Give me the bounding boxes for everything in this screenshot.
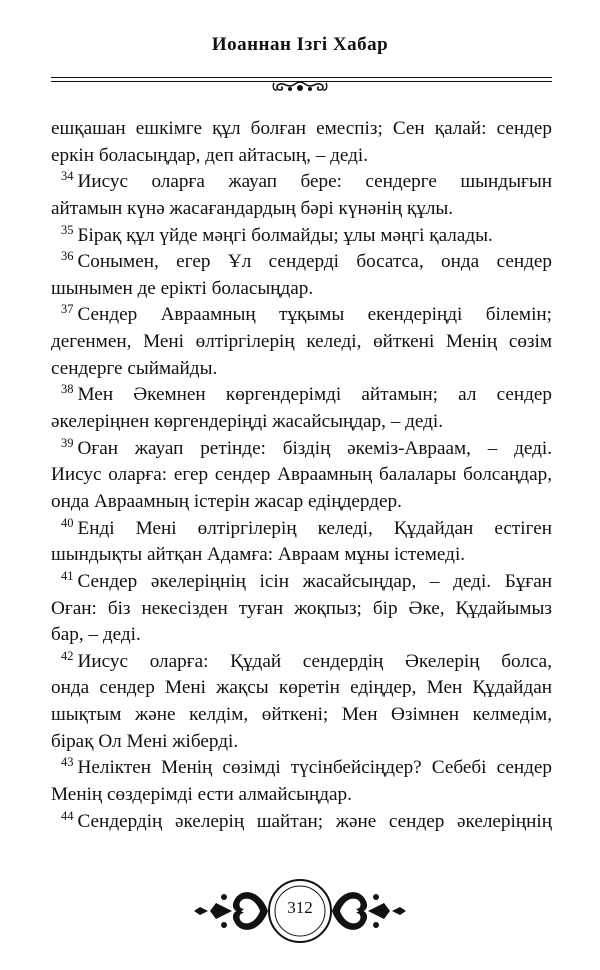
verse-paragraph <box>51 755 552 808</box>
line-text: шықтым және келдім, өйткені; Мен Өзімнен келмедім, <box>51 704 552 726</box>
verse-number: 39 <box>61 435 74 450</box>
text-line <box>51 436 552 463</box>
text-line <box>51 782 552 809</box>
text-line <box>51 542 552 569</box>
line-text: онда сендер Мені жақсы көретін едіңдер, Мен Құдайдан <box>51 677 552 699</box>
line-text: бірақ Ол Мені жіберді. <box>51 730 239 752</box>
text-line <box>51 702 552 729</box>
text-line <box>51 675 552 702</box>
verse-paragraph <box>51 809 552 836</box>
text-line <box>51 196 552 223</box>
line-text: бар, – деді. <box>51 624 141 646</box>
verse-paragraph <box>51 569 552 649</box>
verse-number: 41 <box>61 568 74 583</box>
verse-number: 36 <box>61 249 74 264</box>
verse-paragraph <box>51 382 552 435</box>
continued-paragraph <box>51 116 552 169</box>
verse-paragraph <box>51 302 552 382</box>
line-text: Бірақ құл үйде мәңгі болмайды; ұлы мәңгі қалады. <box>77 224 493 246</box>
verse-paragraph <box>51 516 552 569</box>
verse-paragraph <box>51 649 552 756</box>
text-line <box>51 143 552 170</box>
page-number: 312 <box>287 898 313 917</box>
verse-paragraph <box>51 436 552 516</box>
verse-number: 35 <box>61 222 74 237</box>
line-text: шындықты айтқан Адамға: Авраам мұны істемеді. <box>51 544 466 566</box>
line-text: Иисус оларға: Құдай сендердің Әкелерің болса, <box>77 650 552 672</box>
line-text: Сендердің әкелерің шайтан; және сендер әкелеріңнің <box>77 810 552 832</box>
line-text: онда Авраамның істерін жасар едіңдердер. <box>51 490 402 512</box>
text-line <box>51 755 552 782</box>
line-text: еркін боласыңдар, деп айтасың, – деді. <box>51 144 369 166</box>
line-text: Сендер әкелеріңнің ісін жасайсыңдар, – деді. Бұған <box>77 570 552 592</box>
verse-paragraph <box>51 249 552 302</box>
text-line <box>51 169 552 196</box>
text-line <box>51 729 552 756</box>
text-line <box>51 382 552 409</box>
text-line <box>51 809 552 836</box>
book-title: Иоаннан Ізгі Хабар <box>211 34 389 55</box>
line-text: сендерге сыймайды. <box>51 357 218 379</box>
text-line <box>51 596 552 623</box>
line-text: дегенмен, Мені өлтіргілерің келеді, өйткені Менің сөзім <box>51 331 552 353</box>
line-text: шынымен де ерікті боласыңдар. <box>51 277 314 299</box>
line-text: Сендер Авраамның тұқымы екендеріңді білемін; <box>77 304 552 326</box>
verse-number: 38 <box>61 382 74 397</box>
line-text: ешқашан ешкімге құл болған емеспіз; Сен қалай: сендер <box>51 118 552 139</box>
text-line <box>51 489 552 516</box>
text-line <box>51 516 552 543</box>
line-text: айтамын күнә жасағандардың бәрі күнәнің құлы. <box>51 197 454 219</box>
line-text: Иисус оларға жауап бере: сендерге шындығын <box>77 171 552 193</box>
text-line <box>51 249 552 276</box>
text-line <box>51 329 552 356</box>
text-line <box>51 569 552 596</box>
text-line <box>51 356 552 383</box>
verse-paragraph <box>51 169 552 222</box>
verse-number: 37 <box>61 302 74 317</box>
verse-paragraph <box>51 223 552 250</box>
text-line <box>51 622 552 649</box>
line-text: Мен Әкемнен көргендерімді айтамын; ал сендер <box>77 384 552 406</box>
verse-number: 44 <box>61 808 74 823</box>
line-text: әкелеріңнен көргендеріңді жасайсыңдар, – деді. <box>51 411 444 433</box>
line-text: Оған: біз некесізден туған жоқпыз; бір Әке, Құдайымыз <box>51 597 552 619</box>
header-ornament-icon <box>270 78 330 96</box>
verse-number: 40 <box>61 515 74 530</box>
line-text: Иисус оларға: егер сендер Авраамның балалары болсаңдар, <box>51 464 552 486</box>
line-text: Оған жауап ретінде: біздің әкеміз-Авраам, – деді. <box>77 437 552 459</box>
line-text: Енді Мені өлтіргілерің келеді, Құдайдан естіген <box>77 517 552 539</box>
verse-number: 43 <box>61 755 74 770</box>
line-text: Сонымен, егер Ұл сендерді босатса, онда сендер <box>77 251 552 273</box>
text-line <box>51 116 552 143</box>
text-line <box>51 276 552 303</box>
verse-number: 34 <box>61 169 74 184</box>
line-text: Менің сөздерімді ести алмайсыңдар. <box>51 784 352 806</box>
text-line <box>51 302 552 329</box>
text-line <box>51 223 552 250</box>
text-line <box>51 649 552 676</box>
verse-number: 42 <box>61 648 74 663</box>
body-text <box>51 116 552 835</box>
line-text: Неліктен Менің сөзімді түсінбейсіңдер? Себебі сендер <box>77 757 552 779</box>
text-line <box>51 462 552 489</box>
text-line <box>51 409 552 436</box>
